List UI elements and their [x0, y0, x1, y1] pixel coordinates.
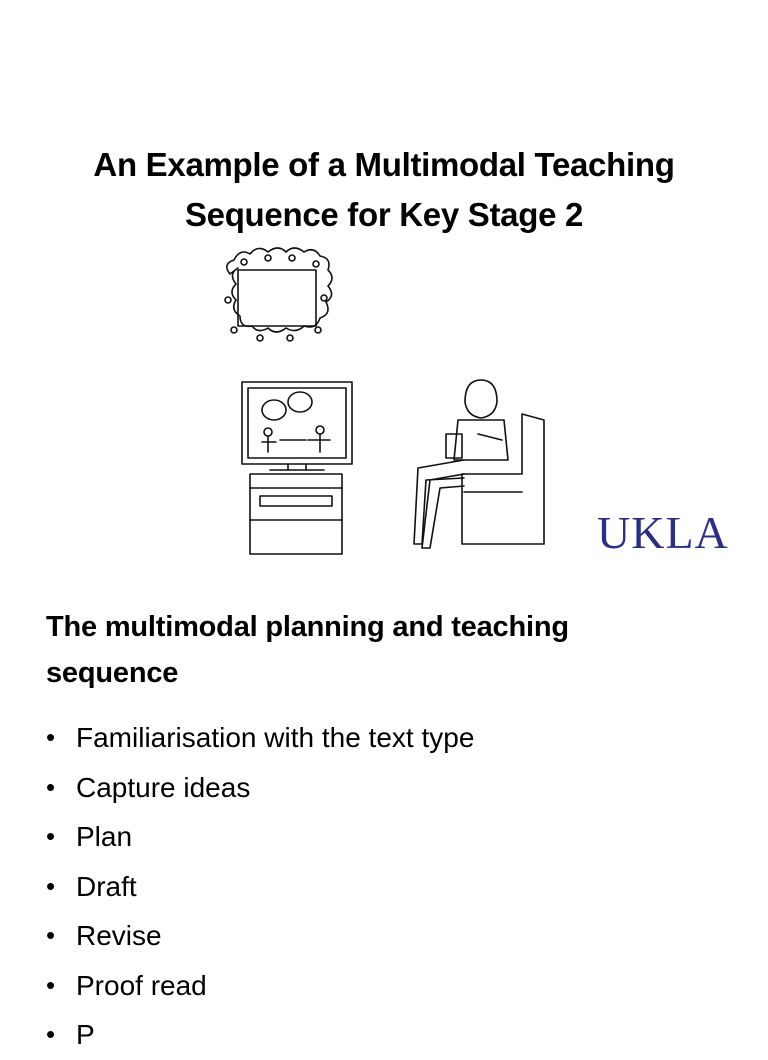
tv-stand-drawing — [250, 474, 342, 554]
bullet-text: Familiarisation with the text type — [76, 722, 475, 753]
bullet-text: Proof read — [76, 969, 207, 1001]
section-heading-line-2: sequence — [46, 657, 179, 689]
child-drawing-illustration — [220, 244, 560, 562]
person-in-chair-drawing — [414, 380, 544, 548]
bullet-dot-icon: • — [46, 870, 56, 901]
bullet-dot-icon: • — [46, 969, 56, 1000]
bullet-dot-icon: • — [46, 821, 56, 851]
ukla-logo-text: UKLA — [597, 507, 729, 558]
title-line-1: An Example of a Multimodal Teaching — [93, 146, 675, 183]
bullet-item — [46, 961, 474, 1011]
bullet-item — [46, 812, 474, 862]
bullet-item — [46, 911, 474, 961]
bullet-text: Revise — [76, 920, 162, 951]
bullet-dot-icon: • — [46, 722, 56, 752]
bullet-item — [46, 763, 474, 813]
bullet-dot-icon: • — [46, 771, 56, 802]
section-heading — [46, 604, 726, 696]
bullet-dot-icon: • — [46, 1019, 56, 1049]
bullet-dot-icon: • — [46, 920, 56, 950]
bullet-text: Plan — [76, 821, 133, 852]
title-line-2: Sequence for Key Stage 2 — [184, 196, 584, 233]
bullet-item — [46, 862, 474, 912]
bullet-item — [46, 713, 474, 763]
television-drawing — [242, 382, 352, 470]
slide-title — [0, 140, 768, 240]
bullet-text: P — [76, 1019, 95, 1050]
bullet-text: Draft — [76, 870, 137, 902]
ukla-logo — [583, 503, 743, 563]
bullet-item — [46, 1010, 474, 1060]
section-heading-line-1: The multimodal planning and teaching — [46, 611, 569, 643]
bullet-text: Capture ideas — [76, 771, 251, 803]
framed-picture-drawing — [225, 248, 332, 341]
sequence-bullet-list — [46, 713, 474, 1060]
